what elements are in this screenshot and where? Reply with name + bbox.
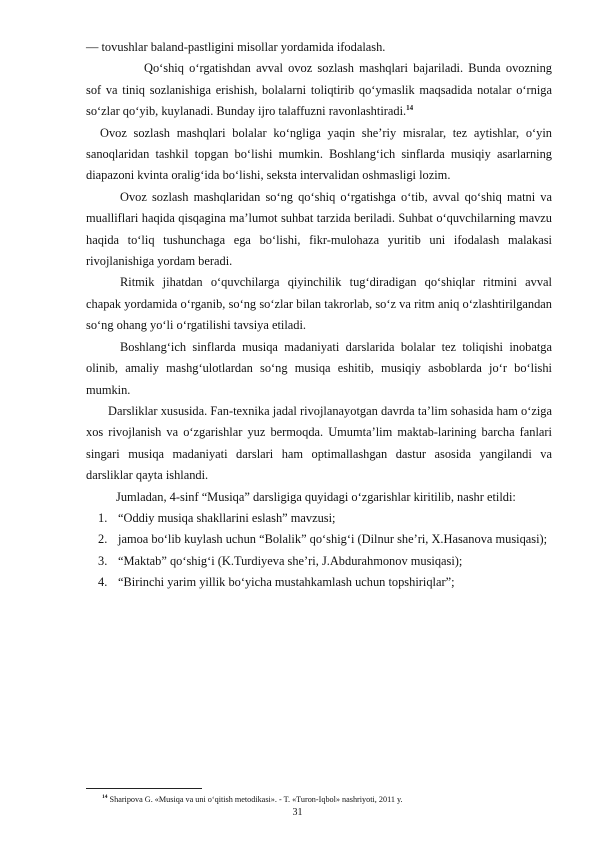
paragraph-rhythm: Ritmik jihatdan o‘quvchilarga qiyinchilik tug‘diradigan qo‘shiqlar ritmini avval chapak yordamida o‘rganib, so‘ng so‘zlar bilan takrorlab, so‘z va ritm aniq o‘zlashtirilgandan so‘ng ohang yo‘li o‘rgatilishi tavsiya etiladi. [86,275,552,333]
list-text: jamoa bo‘lib kuylash uchun “Bolalik” qo‘shig‘i (Dilnur she’ri, X.Hasanova musiqasi); [118,532,548,547]
footnote [102,794,403,805]
list-number: 4. [98,575,108,590]
footnote-text: Sharipova G. «Musiqa va uni o‘qitish metodikasi». - T. «Turon-Iqbol» nashriyoti, 2011 y. [109,795,403,804]
list-text: “Birinchi yarim yillik bo‘yicha mustahkamlash uchun topshiriqlar”; [118,575,455,590]
list-number: 3. [98,553,108,568]
paragraph-fatigue: Boshlang‘ich sinflarda musiqa madaniyati darslarida bolalar tez toliqishi inobatga olinib, amaliy mashg‘ulotlardan so‘ng musiqa eshitib, musiqiy asboblarda jo‘r bo‘lishi mumkin. [86,339,552,397]
page-number: 31 [292,807,303,818]
list-number: 2. [98,532,108,547]
paragraph-intro: — tovushlar baland-pastligini misollar yordamida ifodalash. [86,40,386,54]
list-text: “Oddiy musiqa shakllarini eslash” mavzusi; [118,510,336,525]
paragraph-text: Qo‘shiq o‘rgatishdan avval ovoz sozlash mashqlari bajariladi. Bunda ovozning sof va tiniq sozlanishiga erishish, bolalarni toliqtirib qo‘ymaslik maqsadida notalar o‘rniga so‘zlar qo‘yib, kuylanadi. Bunday ijro talaffuzni ravonlashtiradi. [86,61,552,119]
list-item [86,529,552,550]
changes-list [86,508,552,594]
list-number: 1. [98,510,108,525]
footnote-marker: 14 [102,794,108,800]
paragraph-vocal-exercises [86,58,552,122]
paragraph-textbooks: Darsliklar xususida. Fan-texnika jadal rivojlanayotgan davrda ta’lim sohasida ham o‘ziga xos rivojlanish va o‘zgarishlar yuz bermoqda. Umumta’lim maktab-larining barcha fanlari singari musiqa madaniyati darslari ham optimallashgan dastur asosida yangilandi va darsliklar qayta ishlandi. [86,403,552,483]
list-item [86,551,552,572]
footnote-divider [86,788,202,789]
paragraph-changes: Jumladan, 4-sinf “Musiqa” darsligiga quyidagi o‘zgarishlar kiritilib, nashr etildi: [116,489,516,504]
list-text: “Maktab” qo‘shig‘i (K.Turdiyeva she’ri, J.Abdurahmonov musiqasi); [118,553,463,568]
list-item [86,572,552,593]
paragraph-exercise-content: Ovoz sozlash mashqlari bolalar ko‘ngliga yaqin she’riy misralar, tez aytishlar, o‘yin sanoqlaridan tashkil topgan bo‘lishi mumkin. Boshlang‘ich sinflarda musiqiy asarlarning diapazoni kvinta oralig‘ida bo‘lishi, seksta intervalidan oshmasligi lozim. [86,125,552,183]
footnote-reference[interactable]: 14 [406,104,414,113]
body-text [86,37,552,594]
list-item [86,508,552,529]
paragraph-song-teaching: Ovoz sozlash mashqlaridan so‘ng qo‘shiq o‘rgatishga o‘tib, avval qo‘shiq matni va mualliflari haqida qisqagina ma’lumot suhbat tarzida beriladi. Suhbat o‘quvchilarning mavzu haqida to‘liq tushunchaga ega bo‘lishi, fikr-mulohaza yuritib uni ifodalash malakasi rivojlanishiga yordam beradi. [86,189,552,269]
